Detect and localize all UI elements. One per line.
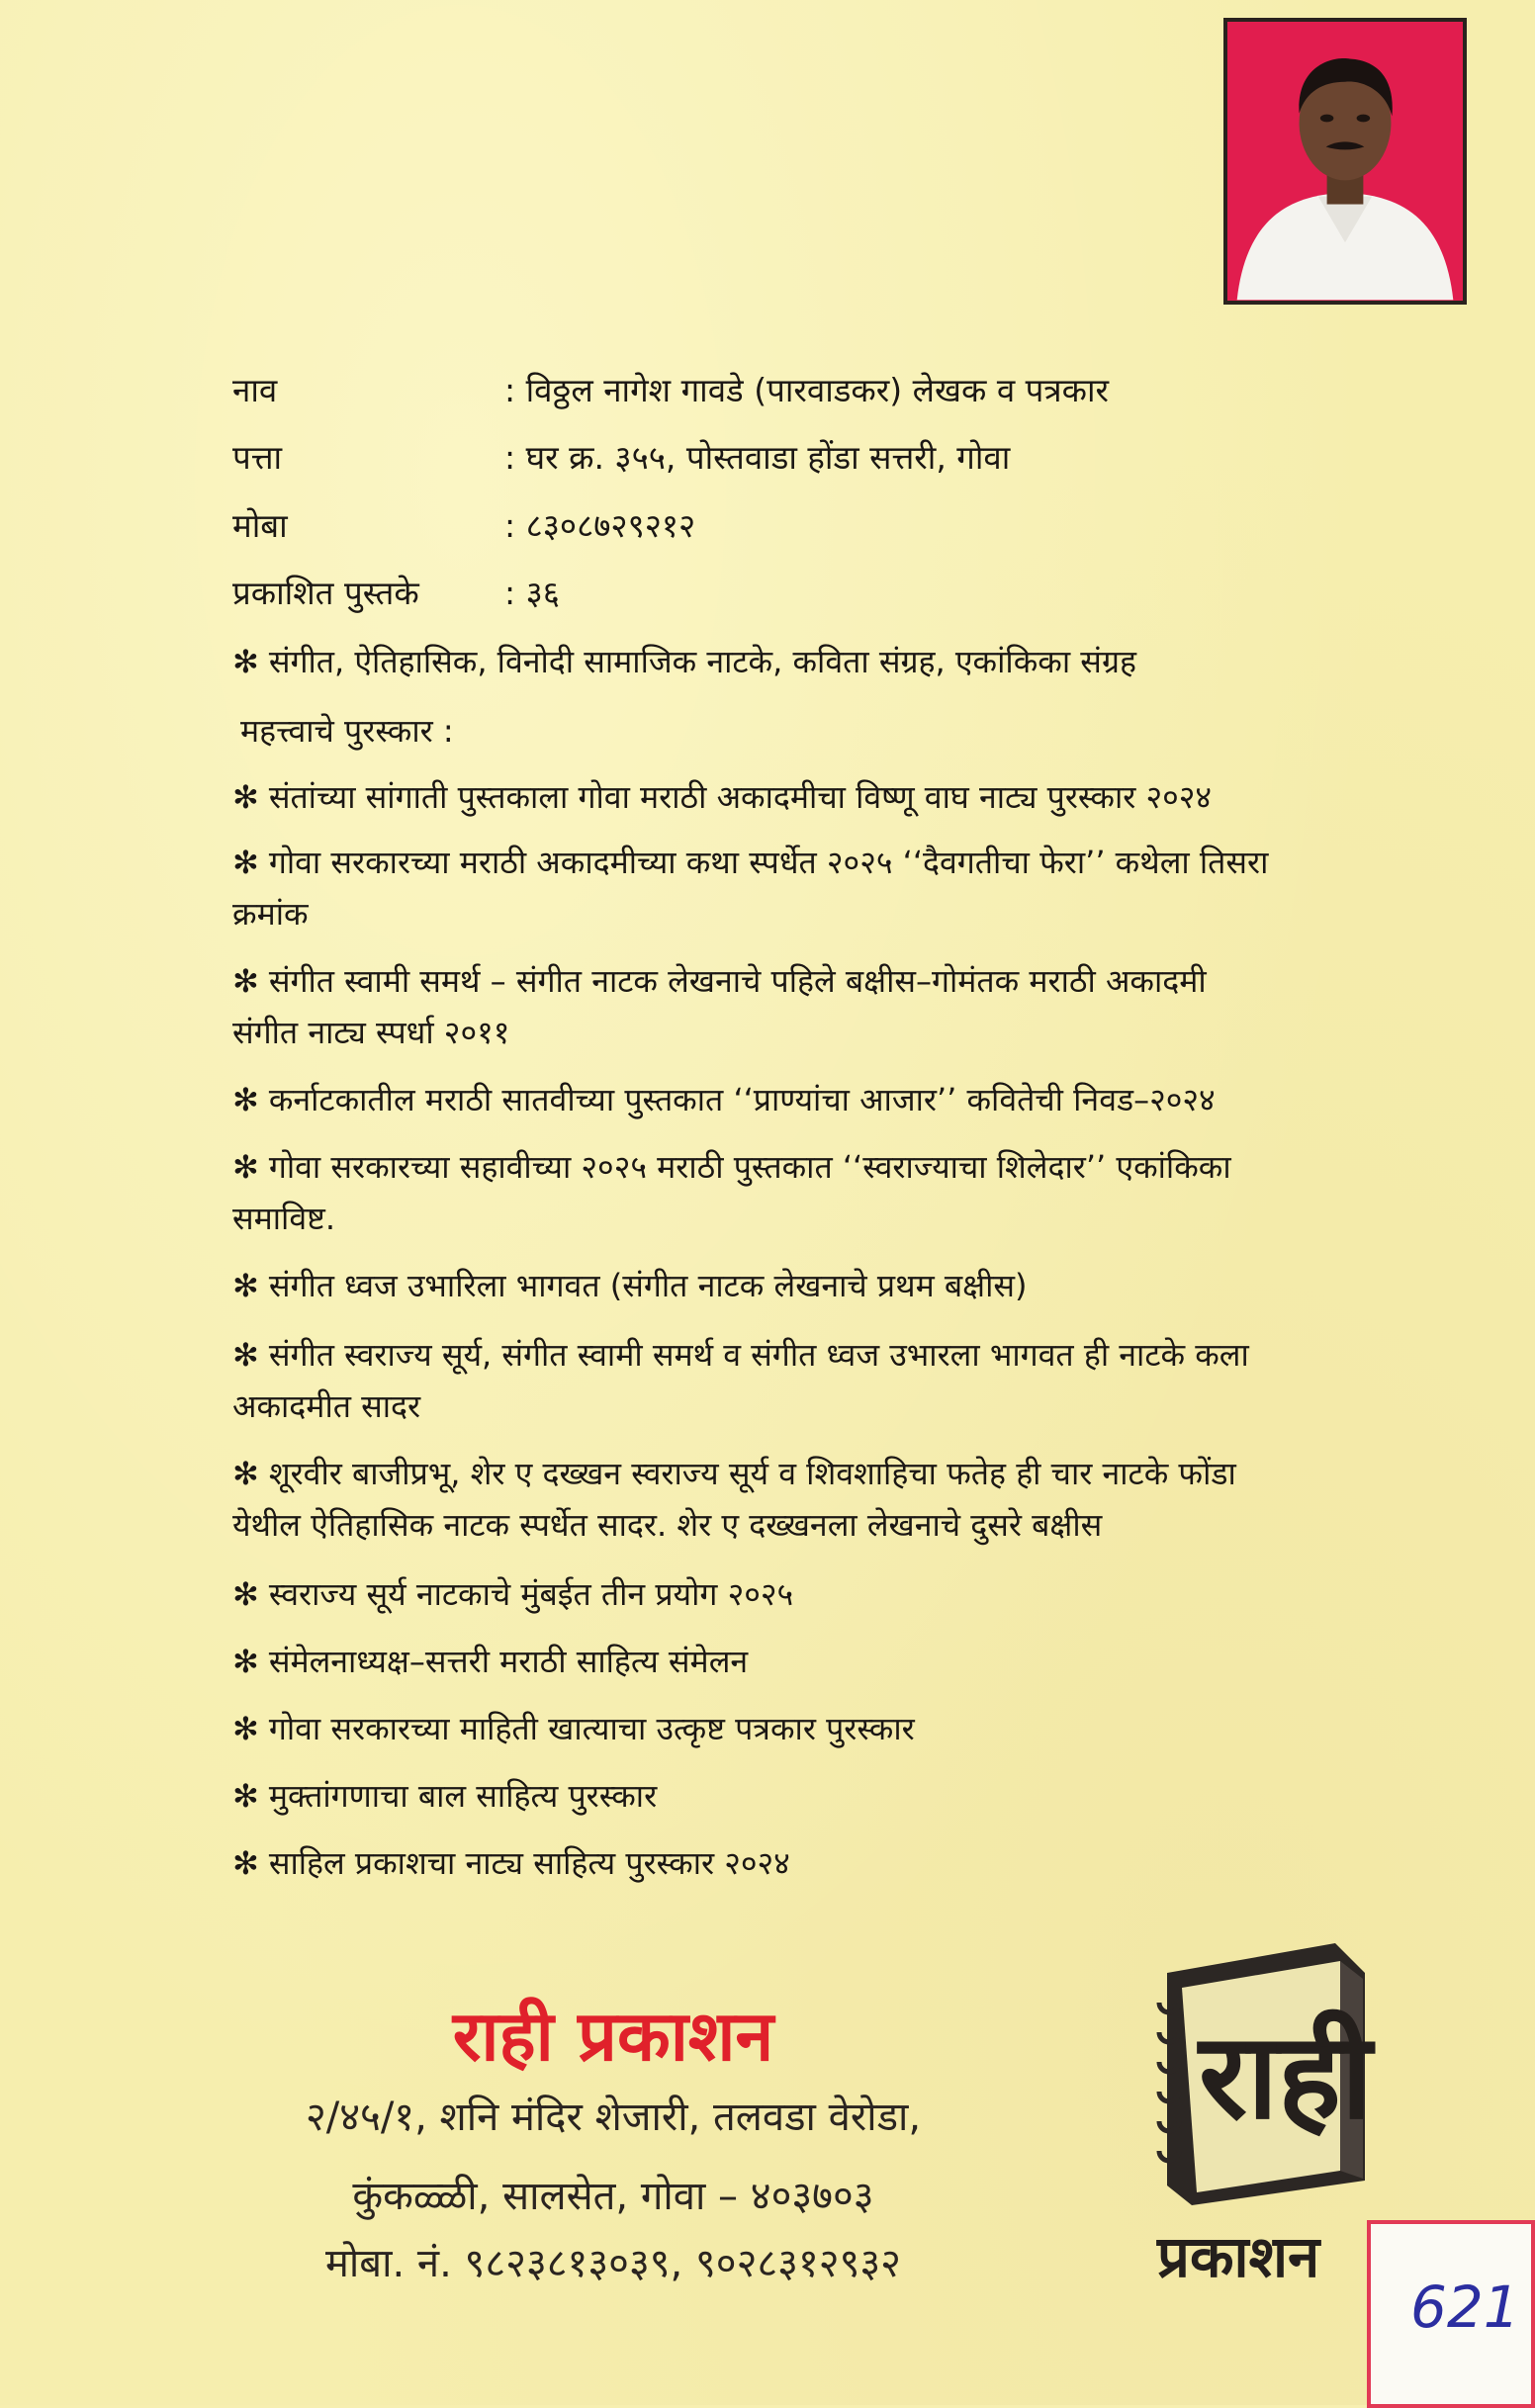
award-text: शूरवीर बाजीप्रभू, शेर ए दख्खन स्वराज्य सूर्य व शिवशाहिचा फतेह ही चार नाटके फोंडा (268, 1455, 1236, 1492)
bullet-icon: ✻ (232, 643, 259, 680)
award-item (232, 1703, 1474, 1754)
award-text: स्वराज्य सूर्य नाटकाचे मुंबईत तीन प्रयोग २०२५ (268, 1575, 794, 1613)
publisher-logo (1137, 1933, 1395, 2289)
award-text: मुक्तांगणाचा बाल साहित्य पुरस्कार (268, 1777, 658, 1815)
award-item (232, 1568, 1474, 1620)
award-text: कर्नाटकातील मराठी सातवीच्या पुस्तकात ‘‘प्राण्यांचा आजार’’ कवितेची निवड–२०२४ (268, 1081, 1216, 1118)
genres-text: संगीत, ऐतिहासिक, विनोदी सामाजिक नाटके, कविता संग्रह, एकांकिका संग्रह (268, 643, 1136, 680)
award-text: संगीत ध्वज उभारिला भागवत (संगीत नाटक लेखनाचे प्रथम बक्षीस) (268, 1267, 1028, 1304)
publisher-name: राही प्रकाशन (452, 1995, 774, 2077)
award-item (232, 1074, 1474, 1125)
award-item (232, 955, 1474, 1058)
award-item (232, 771, 1474, 823)
logo-subtext: प्रकाशन (1157, 2223, 1320, 2290)
awards-heading: महत्त्वाचे पुरस्कार : (240, 712, 454, 750)
bullet-icon: ✻ (232, 1643, 259, 1680)
award-text-continued: येथील ऐतिहासिक नाटक स्पर्धेत सादर. शेर ए दख्खनला लेखनाचे दुसरे बक्षीस (232, 1506, 1103, 1544)
author-portrait-image (1227, 22, 1463, 301)
award-text: संगीत स्वामी समर्थ – संगीत नाटक लेखनाचे पहिले बक्षीस–गोमंतक मराठी अकादमी (268, 962, 1207, 1000)
publisher-address-line2: कुंकळ्ळी, सालसेत, गोवा – ४०३७०३ (352, 2174, 874, 2219)
award-text-continued: क्रमांक (232, 895, 309, 933)
publisher-phone: मोबा. नं. ९८२३८१३०३९, ९०२८३१२९३२ (325, 2241, 901, 2286)
award-text-continued: अकादमीत सादर (232, 1387, 421, 1425)
author-address-row (0, 438, 1535, 478)
award-text: संतांच्या सांगाती पुस्तकाला गोवा मराठी अकादमीचा विष्णू वाघ नाट्य पुरस्कार २०२४ (268, 778, 1213, 816)
award-text: संमेलनाध्यक्ष–सत्तरी मराठी साहित्य संमेलन (268, 1643, 749, 1680)
bullet-icon: ✻ (232, 1777, 259, 1815)
publisher-address-line1: २/४५/१, शनि मंदिर शेजारी, तलवडा वेरोडा, (305, 2095, 922, 2140)
award-text: साहिल प्रकाशचा नाट्य साहित्य पुरस्कार २०२४ (268, 1844, 790, 1882)
bullet-icon: ✻ (232, 844, 259, 881)
award-text: संगीत स्वराज्य सूर्य, संगीत स्वामी समर्थ व संगीत ध्वज उभारला भागवत ही नाटके कला (268, 1336, 1249, 1374)
award-item (232, 1141, 1474, 1244)
bullet-icon: ✻ (232, 1575, 259, 1613)
author-mobile-row (0, 506, 1535, 546)
books-label: प्रकाशित पुस्तके (232, 574, 419, 612)
bullet-icon: ✻ (232, 1710, 259, 1747)
award-item (232, 1260, 1474, 1311)
bullet-icon: ✻ (232, 778, 259, 816)
award-text: गोवा सरकारच्या सहावीच्या २०२५ मराठी पुस्तकात ‘‘स्वराज्याचा शिलेदार’’ एकांकिका (268, 1148, 1231, 1186)
award-item (232, 1837, 1474, 1889)
mobile-value: : ८३०८७२९२१२ (504, 506, 696, 545)
stamp-number: 621 (1410, 2274, 1520, 2341)
mobile-label: मोबा (232, 506, 288, 545)
award-item (232, 1770, 1474, 1822)
bullet-icon: ✻ (232, 1148, 259, 1186)
award-text-continued: संगीत नाट्य स्पर्धा २०११ (232, 1014, 510, 1051)
bullet-icon: ✻ (232, 1336, 259, 1374)
name-value: : विठ्ठल नागेश गावडे (पारवाडकर) लेखक व पत्रकार (504, 371, 1110, 409)
name-label: नाव (232, 371, 278, 409)
library-stamp (1367, 2220, 1535, 2408)
logo-text: राही (1199, 2007, 1372, 2146)
award-item (232, 1448, 1474, 1551)
award-text-continued: समाविष्ट. (232, 1200, 335, 1237)
bullet-icon: ✻ (232, 1267, 259, 1304)
address-label: पत्ता (232, 438, 283, 477)
bullet-icon: ✻ (232, 962, 259, 1000)
award-text: गोवा सरकारच्या मराठी अकादमीच्या कथा स्पर्धेत २०२५ ‘‘दैवगतीचा फेरा’’ कथेला तिसरा (268, 844, 1269, 881)
address-value: : घर क्र. ३५५, पोस्तवाडा होंडा सत्तरी, गोवा (504, 438, 1011, 477)
bullet-icon: ✻ (232, 1455, 259, 1492)
bullet-icon: ✻ (232, 1081, 259, 1118)
award-item (232, 1636, 1474, 1687)
books-value: : ३६ (504, 574, 560, 612)
author-photo (1223, 18, 1467, 305)
bullet-icon: ✻ (232, 1844, 259, 1882)
genres-line (232, 636, 1474, 687)
award-item (232, 1329, 1474, 1432)
author-name-row (0, 371, 1535, 410)
award-text: गोवा सरकारच्या माहिती खात्याचा उत्कृष्ट पत्रकार पुरस्कार (268, 1710, 915, 1747)
award-item (232, 837, 1474, 939)
author-books-row (0, 574, 1535, 613)
